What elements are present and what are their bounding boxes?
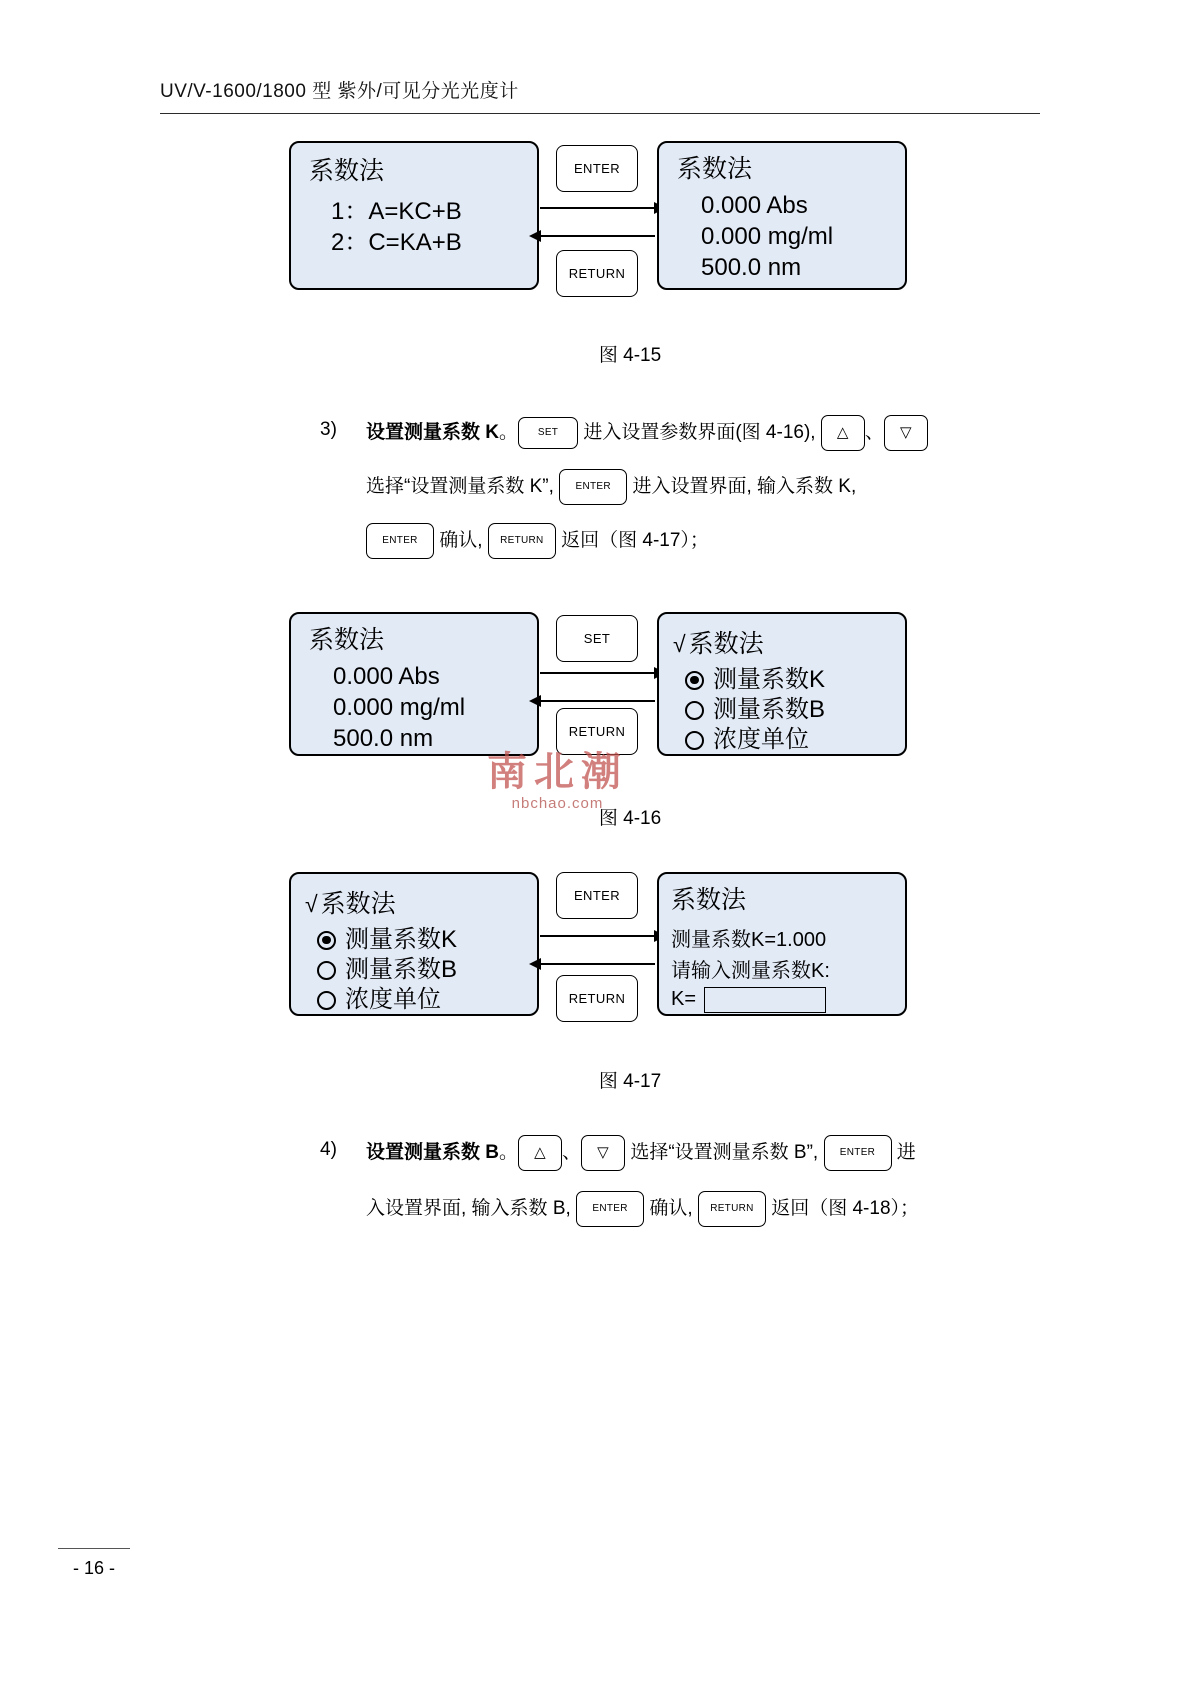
screen-title-row (673, 624, 905, 660)
option-row-k[interactable] (317, 925, 537, 955)
step-4-t3: 选择“设置测量系数 B”, (630, 1142, 819, 1164)
key-return-416[interactable]: RETURN (556, 708, 638, 755)
screen-line-3: 500.0 nm (333, 725, 434, 753)
k-value-input[interactable] (704, 987, 826, 1013)
inline-key-down[interactable]: ▽ (884, 415, 928, 451)
header-divider (160, 113, 1040, 114)
screen-title: 系数法 (677, 155, 753, 183)
screen-title: 系数法 (688, 630, 764, 658)
step-4-t1: 。 (499, 1142, 519, 1164)
screen-title: 系数法 (320, 890, 396, 918)
step-3-paragraph (320, 415, 960, 559)
key-enter-417[interactable]: ENTER (556, 872, 638, 919)
step-3-t3: 、 (864, 422, 884, 444)
inline-key-up[interactable]: △ (518, 1135, 562, 1171)
step-4-paragraph (320, 1135, 970, 1227)
option-label: 测量系数B (713, 696, 826, 723)
arrow-right-417 (540, 935, 655, 937)
screen-title-row (305, 884, 537, 920)
screen-input-row[interactable] (671, 987, 905, 1013)
option-label: 浓度单位 (713, 726, 809, 753)
option-label: 测量系数K (713, 666, 826, 693)
figure415-left-screen (289, 141, 539, 290)
step-3-bold: 设置测量系数 K (366, 422, 500, 444)
arrow-right-415 (540, 207, 655, 209)
arrow-left-417 (540, 963, 655, 965)
step-3-t2: 进入设置参数界面(图 4-16), (583, 422, 816, 444)
option-row-k[interactable] (685, 665, 905, 695)
figure416-right-screen (657, 612, 907, 756)
screen-line-1: 1：A=KC+B (331, 197, 462, 225)
screen-title: 系数法 (309, 626, 385, 654)
step-4-t7: 返回（图 4-18）； (771, 1198, 920, 1220)
option-row-b[interactable] (685, 695, 905, 725)
step-4-t6: 确认, (649, 1198, 693, 1220)
page-number: - 16 - (72, 1558, 115, 1578)
radio-icon-selected[interactable] (317, 931, 336, 950)
step-3-t5: 进入设置界面, 输入系数 K, (632, 476, 857, 498)
watermark-main: 南北潮 (487, 749, 628, 795)
figure-caption-416: 图 4-16 (598, 808, 662, 829)
inline-key-enter-2[interactable]: ENTER (576, 1191, 644, 1227)
radio-icon[interactable] (685, 731, 704, 750)
figure415-right-screen (657, 141, 907, 290)
inline-key-enter-1[interactable]: ENTER (824, 1135, 892, 1171)
header-title: UV/V-1600/1800 型 紫外/可见分光光度计 (160, 81, 519, 102)
step-4-t2: 、 (562, 1142, 582, 1164)
step-3-t4: 选择“设置测量系数 K”, (366, 476, 554, 498)
option-row-b[interactable] (317, 955, 537, 985)
option-label: 测量系数B (345, 956, 458, 983)
screen-line-1: 0.000 Abs (701, 191, 808, 219)
radio-icon-selected[interactable] (685, 671, 704, 690)
page-header (160, 76, 1040, 112)
step-4-t4: 进 (896, 1142, 916, 1164)
arrow-right-416 (540, 672, 655, 674)
screen-line-1: 0.000 Abs (333, 662, 440, 690)
screen-line-2: 请输入测量系数K: (671, 959, 830, 982)
radio-icon[interactable] (685, 701, 704, 720)
inline-key-enter-1[interactable]: ENTER (559, 469, 627, 505)
inline-key-return[interactable]: RETURN (698, 1191, 766, 1227)
radio-icon[interactable] (317, 961, 336, 980)
inline-key-up[interactable]: △ (821, 415, 865, 451)
figure416-left-screen (289, 612, 539, 756)
screen-line-3: 500.0 nm (701, 254, 802, 282)
figure417-left-screen (289, 872, 539, 1016)
key-return-415[interactable]: RETURN (556, 250, 638, 297)
screen-line-2: 0.000 mg/ml (701, 222, 834, 250)
step-4-number: 4) (320, 1139, 337, 1160)
arrow-left-416 (540, 700, 655, 702)
step-3-number: 3) (320, 419, 337, 440)
option-label: 测量系数K (345, 926, 458, 953)
option-label: 浓度单位 (345, 986, 441, 1013)
option-row-unit[interactable] (317, 985, 537, 1015)
step-3-t6: 确认, (439, 530, 483, 552)
screen-title: 系数法 (671, 886, 747, 914)
key-set-416[interactable]: SET (556, 615, 638, 662)
check-icon: √ (673, 631, 686, 657)
arrow-left-415 (540, 235, 655, 237)
input-label: K= (671, 988, 697, 1011)
figure-caption-415: 图 4-15 (598, 345, 662, 366)
figure-caption-417: 图 4-17 (598, 1071, 662, 1092)
check-icon: √ (305, 891, 318, 917)
radio-icon[interactable] (317, 991, 336, 1010)
footer-divider (58, 1548, 130, 1549)
step-3-t1: 。 (499, 422, 519, 444)
step-3-t7: 返回（图 4-17）； (561, 530, 709, 552)
key-return-417[interactable]: RETURN (556, 975, 638, 1022)
screen-line-2: 2：C=KA+B (331, 228, 462, 256)
inline-key-set[interactable]: SET (518, 417, 578, 449)
inline-key-enter-2[interactable]: ENTER (366, 523, 434, 559)
option-row-unit[interactable] (685, 725, 905, 755)
screen-line-1: 测量系数K=1.000 (671, 928, 827, 951)
step-4-t5: 入设置界面, 输入系数 B, (366, 1198, 571, 1220)
screen-title: 系数法 (309, 157, 385, 185)
watermark-sub: nbchao.com (511, 795, 604, 812)
inline-key-return[interactable]: RETURN (488, 523, 556, 559)
figure417-right-screen (657, 872, 907, 1016)
key-enter-415[interactable]: ENTER (556, 145, 638, 192)
screen-line-2: 0.000 mg/ml (333, 693, 466, 721)
step-4-bold: 设置测量系数 B (366, 1142, 500, 1164)
inline-key-down[interactable]: ▽ (581, 1135, 625, 1171)
